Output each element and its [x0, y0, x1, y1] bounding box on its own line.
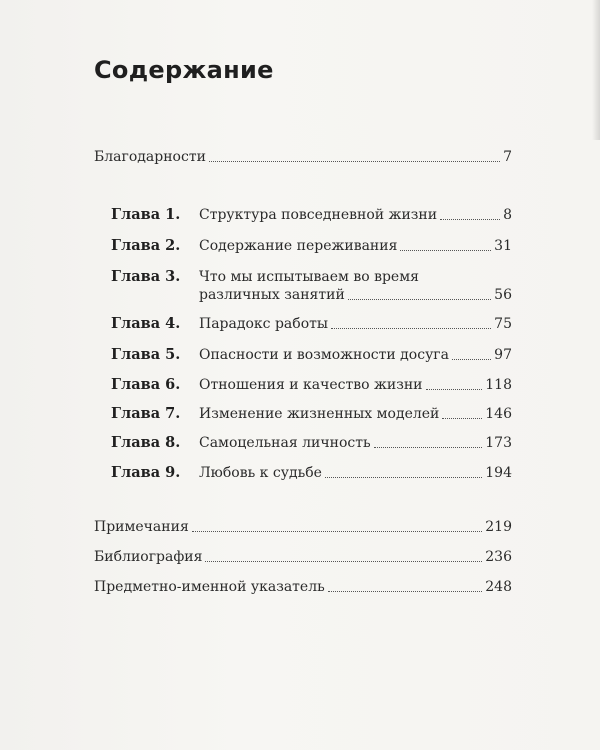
chapter-label: Глава 4.	[111, 315, 181, 332]
toc-page-number: 7	[503, 149, 512, 165]
toc-leader-dots	[348, 299, 491, 300]
chapter-label: Глава 1.	[111, 206, 181, 223]
toc-leader-dots	[426, 389, 483, 390]
toc-entry-label: Предметно-именной указатель	[94, 579, 325, 595]
chapter-title: Парадокс работы	[199, 316, 329, 332]
page-edge-shadow	[592, 0, 600, 140]
chapter-title: Содержание переживания	[199, 238, 398, 254]
toc-leader-dots	[452, 359, 491, 360]
toc-page-number: 56	[494, 287, 512, 303]
toc-entry-label: Библиография	[94, 549, 203, 565]
toc-entry-acknowledgements	[94, 148, 512, 166]
chapter-label: Глава 6.	[111, 376, 181, 393]
toc-leader-dots	[205, 561, 482, 562]
chapter-label: Глава 8.	[111, 434, 181, 451]
toc-page-number: 97	[494, 347, 512, 363]
toc-page-number: 173	[485, 435, 512, 451]
toc-leader-dots	[209, 161, 500, 162]
toc-entry-label: Благодарности	[94, 149, 206, 165]
chapter-title: различных занятий	[199, 287, 345, 303]
toc-leader-dots	[440, 219, 500, 220]
toc-entry-label: Примечания	[94, 519, 189, 535]
chapter-title: Любовь к судьбе	[199, 465, 322, 481]
chapter-label: Глава 7.	[111, 405, 181, 422]
toc-leader-dots	[400, 250, 491, 251]
chapter-title: Опасности и возможности досуга	[199, 347, 449, 363]
toc-leader-dots	[325, 477, 482, 478]
toc-page-number: 248	[485, 579, 512, 595]
chapter-label: Глава 3.	[111, 268, 181, 285]
toc-page-number: 219	[485, 519, 512, 535]
toc-page-number: 118	[485, 377, 512, 393]
toc-page-number: 194	[485, 465, 512, 481]
toc-leader-dots	[331, 328, 491, 329]
toc-leader-dots	[374, 447, 483, 448]
toc-page-number: 8	[503, 207, 512, 223]
chapter-title: Структура повседневной жизни	[199, 207, 438, 223]
chapter-title: Отношения и качество жизни	[199, 377, 423, 393]
chapter-label: Глава 2.	[111, 237, 181, 254]
chapter-title-line1: Что мы испытываем во время	[199, 269, 419, 285]
toc-leader-dots	[328, 591, 483, 592]
page-title: Содержание	[94, 56, 274, 84]
chapter-label: Глава 9.	[111, 464, 181, 481]
chapter-title: Изменение жизненных моделей	[199, 406, 440, 422]
toc-page-number: 236	[485, 549, 512, 565]
toc-leader-dots	[192, 531, 482, 532]
chapter-label: Глава 5.	[111, 346, 181, 363]
chapter-title: Самоцельная личность	[199, 435, 371, 451]
toc-entry-index	[94, 578, 512, 596]
toc-page-number: 31	[494, 238, 512, 254]
toc-page-number: 146	[485, 406, 512, 422]
toc-leader-dots	[442, 418, 482, 419]
toc-entry-notes	[94, 518, 512, 536]
toc-entry-bibliography	[94, 548, 512, 566]
toc-page-number: 75	[494, 316, 512, 332]
